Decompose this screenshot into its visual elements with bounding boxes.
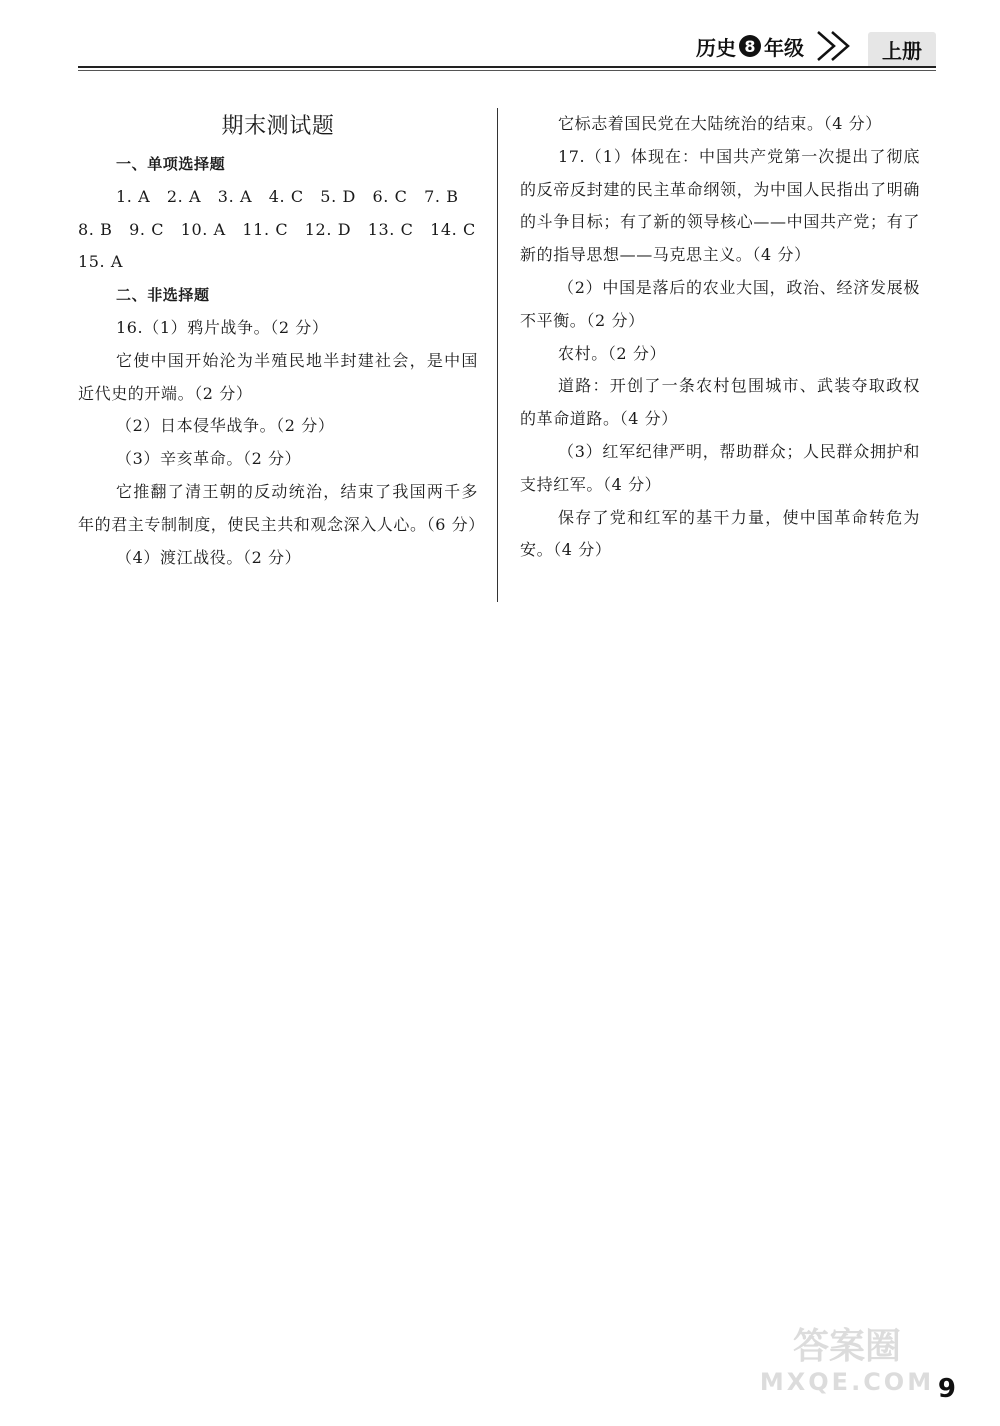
watermark-line2: MXQE.COM <box>759 1368 935 1396</box>
q17-part2-road: 道路：开创了一条农村包围城市、武装夺取政权的革命道路。（4 分） <box>520 376 920 429</box>
q17-part3-answer: 保存了党和红军的基干力量，使中国革命转危为安。（4 分） <box>520 507 920 560</box>
q17-part3: （3）红军纪律严明，帮助群众；人民群众拥护和支持红军。（4 分） <box>520 441 920 494</box>
q16-part3: （3）辛亥革命。（2 分） <box>116 449 302 469</box>
header-volume: 上册 <box>868 32 936 67</box>
q17-part2: （2）中国是落后的农业大国，政治、经济发展极不平衡。（2 分） <box>520 277 920 330</box>
q16-part3-explanation: 它推翻了清王朝的反动统治，结束了我国两千多年的君主专制制度，使民主共和观念深入人心。（6 分） <box>78 481 485 534</box>
q16-part1: 16.（1）鸦片战争。（2 分） <box>116 317 329 337</box>
header-rule <box>78 66 936 68</box>
column-divider <box>497 108 498 602</box>
answers-line-3: 15. A <box>78 252 124 272</box>
q17-part2-answer: 农村。（2 分） <box>558 343 667 363</box>
section-heading-choice: 一、单项选择题 <box>116 155 226 173</box>
answers-line-1: 1. A 2. A 3. A 4. C 5. D 6. C 7. B <box>116 186 459 206</box>
running-header <box>696 26 936 66</box>
header-subject: 历史 <box>696 35 736 60</box>
q17-part1: 17.（1）体现在：中国共产党第一次提出了彻底的反帝反封建的民主革命纲领，为中国人民指出了明确的斗争目标；有了新的领导核心——中国共产党；有了新的指导思想——马克思主义。（4 分） <box>520 146 920 265</box>
double-chevron-icon <box>814 28 860 64</box>
q16-part2: （2）日本侵华战争。（2 分） <box>116 416 335 436</box>
watermark-line1: 答案圈 <box>792 1326 902 1367</box>
header-grade-suffix: 年级 <box>764 35 804 60</box>
answers-line-2: 8. B 9. C 10. A 11. C 12. D 13. C 14. C <box>78 219 476 239</box>
right-column <box>520 108 920 567</box>
q16-part4-explanation: 它标志着国民党在大陆统治的结束。（4 分） <box>558 114 882 133</box>
grade-badge: 8 <box>739 35 761 57</box>
header-rule-thin <box>78 70 936 71</box>
watermark-logo <box>752 1316 942 1396</box>
q16-part1-explanation: 它使中国开始沦为半殖民地半封建社会，是中国近代史的开端。（2 分） <box>78 350 478 403</box>
page-number: 9 <box>937 1374 956 1404</box>
section-heading-nonchoice: 二、非选择题 <box>116 286 210 305</box>
page-title: 期末测试题 <box>221 114 335 139</box>
q16-part4: （4）渡江战役。（2 分） <box>116 547 302 567</box>
left-column <box>78 108 485 574</box>
